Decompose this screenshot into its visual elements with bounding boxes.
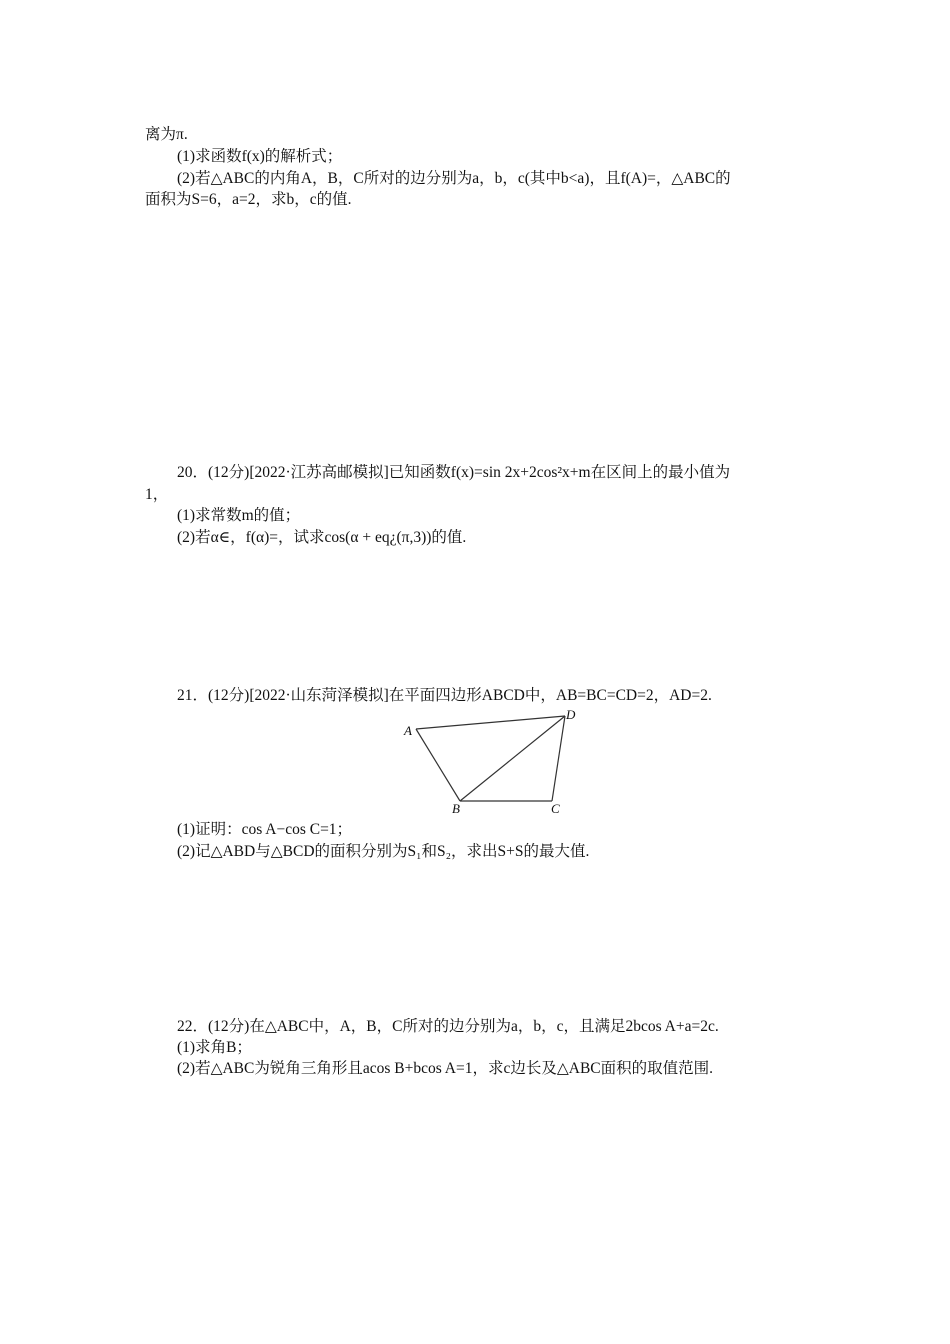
- problem-20-question-1: (1)求常数m的值；: [177, 507, 301, 524]
- edge-bd: [460, 716, 565, 801]
- problem-21-question-2: (2)记△ABD与△BCD的面积分别为S₁和S₂，求出S+S的最大值.: [177, 843, 590, 860]
- vertex-label-c: C: [551, 801, 560, 816]
- problem-20-header-continuation: 1，: [145, 486, 169, 503]
- problem-22-header: 22．(12分)在△ABC中，A，B，C所对的边分别为a，b，c，且满足2bcos A+a=2c.: [177, 1018, 719, 1035]
- top-question-2-line-1: (2)若△ABC的内角A，B，C所对的边分别为a，b，c(其中b<a)，且f(A)=，△ABC的: [177, 170, 731, 187]
- top-question-1: (1)求函数f(x)的解析式；: [177, 148, 343, 165]
- problem-22-question-2: (2)若△ABC为锐角三角形且acos B+bcos A=1，求c边长及△ABC面积的取值范围.: [177, 1060, 714, 1077]
- top-question-2-line-2: 面积为S=6，a=2，求b，c的值.: [145, 191, 352, 208]
- vertex-label-a: A: [404, 723, 412, 738]
- quadrilateral-diagram: [400, 705, 600, 817]
- problem-21-question-1: (1)证明：cos A−cos C=1；: [177, 821, 353, 838]
- problem-20-question-2: (2)若α∈，f(α)=，试求cos(α + eq¿(π,3))的值.: [177, 529, 467, 546]
- problem-20-header: 20．(12分)[2022·江苏高邮模拟]已知函数f(x)=sin 2x+2cos²x+m在区间上的最小值为: [177, 464, 731, 481]
- edge-ab: [416, 729, 460, 801]
- problem-21-header: 21．(12分)[2022·山东菏泽模拟]在平面四边形ABCD中，AB=BC=CD=2，AD=2.: [177, 687, 712, 704]
- top-continuation-line: 离为π.: [145, 126, 188, 143]
- edge-ad: [416, 716, 565, 729]
- edge-cd: [552, 716, 565, 801]
- vertex-label-b: B: [452, 801, 460, 816]
- problem-22-question-1: (1)求角B；: [177, 1039, 252, 1056]
- vertex-label-d: D: [566, 707, 576, 722]
